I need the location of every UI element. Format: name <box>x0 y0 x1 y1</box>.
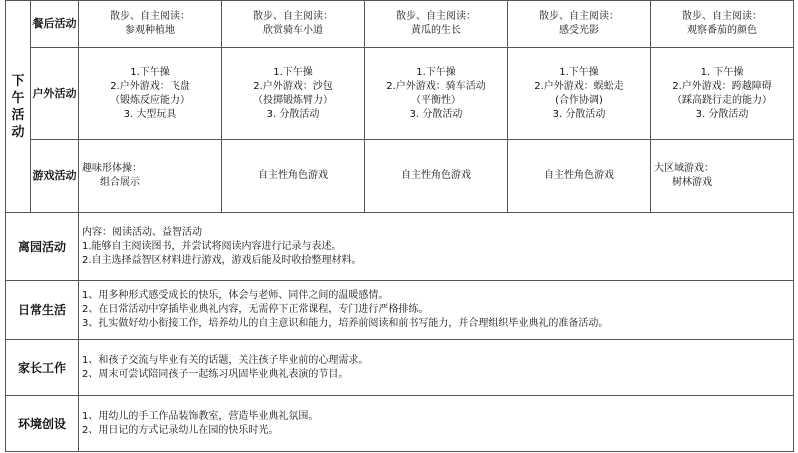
cell-line: 散步、自主阅读： <box>396 11 476 22</box>
parents-content <box>79 340 794 396</box>
environment-label: 环境创设 <box>6 396 79 452</box>
environment-row <box>6 396 794 452</box>
cell-line: 2、在日常活动中穿插毕业典礼内容，无需停下正常课程，专门进行严格排练。 <box>82 304 429 315</box>
afternoon-label-text: 下午活动 <box>11 73 25 140</box>
after-meal-label: 餐后活动 <box>31 1 79 48</box>
cell-line: 1、用多种形式感受成长的快乐，体会与老师、同伴之间的温暖感情。 <box>82 290 389 301</box>
cell-line: 3. 分散活动 <box>695 108 749 120</box>
cell-line: 自主性角色游戏 <box>544 170 614 181</box>
outdoor-row <box>6 48 794 140</box>
outdoor-thu <box>508 48 651 140</box>
games-label: 游戏活动 <box>31 140 79 213</box>
cell-line: 3. 大型玩具 <box>123 108 177 120</box>
games-row <box>6 140 794 213</box>
leaving-park-content <box>79 213 794 281</box>
cell-line: （踩高跷行走的能力） <box>672 94 772 106</box>
cell-line: 趣味形体操： <box>82 163 142 174</box>
cell-line: 3. 分散活动 <box>552 108 606 120</box>
weekly-plan-table <box>5 0 794 452</box>
afternoon-label <box>6 1 31 213</box>
cell-line: 1.下午操 <box>273 66 313 78</box>
games-tue <box>222 140 365 213</box>
games-wed <box>365 140 508 213</box>
cell-line: 感受光影 <box>559 25 599 36</box>
leaving-park-label: 离园活动 <box>6 213 79 281</box>
outdoor-label: 户外活动 <box>31 48 79 140</box>
cell-line: 2.户外游戏：蜈蚣走 <box>534 80 624 92</box>
cell-line: 散步、自主阅读： <box>110 11 190 22</box>
after-meal-mon <box>79 1 222 48</box>
cell-line: 自主性角色游戏 <box>258 170 328 181</box>
cell-line: （投掷锻炼臂力） <box>253 94 333 106</box>
cell-line: 组合展示 <box>100 177 140 188</box>
cell-line: 欣赏骑车小道 <box>263 25 323 36</box>
cell-line: 3. 分散活动 <box>266 108 320 120</box>
games-fri <box>651 140 794 213</box>
after-meal-wed <box>365 1 508 48</box>
cell-line: 1.下午操 <box>559 66 599 78</box>
cell-line: 1、和孩子交流与毕业有关的话题，关注孩子毕业前的心理需求。 <box>82 354 369 366</box>
after-meal-row <box>6 1 794 48</box>
cell-line: 2、用日记的方式记录幼儿在园的快乐时光。 <box>82 424 279 436</box>
cell-line: 1. 下午操 <box>700 66 744 78</box>
games-thu <box>508 140 651 213</box>
outdoor-wed <box>365 48 508 140</box>
parents-label: 家长工作 <box>6 340 79 396</box>
cell-line: 1.下午操 <box>416 66 456 78</box>
cell-line: 树林游戏 <box>672 177 712 188</box>
cell-line: 散步、自主阅读： <box>253 11 333 22</box>
cell-line: 2、周末可尝试陪同孩子一起练习巩固毕业典礼表演的节目。 <box>82 368 349 380</box>
after-meal-fri <box>651 1 794 48</box>
daily-life-row <box>6 281 794 340</box>
cell-line: 1、用幼儿的手工作品装饰教室，营造毕业典礼氛围。 <box>82 410 319 422</box>
leaving-park-row <box>6 213 794 281</box>
cell-line: 自主性角色游戏 <box>401 170 471 181</box>
outdoor-tue <box>222 48 365 140</box>
cell-line: 散步、自主阅读： <box>682 11 762 22</box>
cell-line: 黄瓜的生长 <box>411 25 461 36</box>
cell-line: 散步、自主阅读： <box>539 11 619 22</box>
daily-life-label: 日常生活 <box>6 281 79 340</box>
cell-line: 1.下午操 <box>130 66 170 78</box>
environment-content <box>79 396 794 452</box>
outdoor-fri <box>651 48 794 140</box>
cell-line: 3. 分散活动 <box>409 108 463 120</box>
cell-line: 2.自主选择益智区材料进行游戏，游戏后能及时收拾整理材料。 <box>82 254 362 266</box>
outdoor-mon <box>79 48 222 140</box>
cell-line: 2.户外游戏：沙包 <box>253 80 333 92</box>
games-mon <box>79 140 222 213</box>
after-meal-tue <box>222 1 365 48</box>
cell-line: 观察番茄的颜色 <box>687 25 757 36</box>
cell-line: (合作协调) <box>555 94 603 106</box>
cell-line: 2.户外游戏：跨越障碍 <box>672 80 772 92</box>
cell-line: （锻炼反应能力） <box>110 94 190 106</box>
daily-life-content <box>79 281 794 340</box>
parents-row <box>6 340 794 396</box>
cell-line: 2.户外游戏：飞盘 <box>110 80 190 92</box>
cell-line: 参观种植地 <box>125 25 175 36</box>
cell-line: 1.能够自主阅读图书，并尝试将阅读内容进行记录与表述。 <box>82 240 342 252</box>
cell-line: （平衡性） <box>411 94 461 106</box>
cell-line: 内容：阅读活动、益智活动 <box>82 226 202 238</box>
cell-line: 2.户外游戏：骑车活动 <box>386 80 486 92</box>
after-meal-thu <box>508 1 651 48</box>
cell-line: 3、扎实做好幼小衔接工作，培养幼儿的自主意识和能力，培养前阅读和前书写能力，并合理组织毕业典礼的准备活动。 <box>82 318 609 329</box>
cell-line: 大区域游戏： <box>654 163 714 174</box>
